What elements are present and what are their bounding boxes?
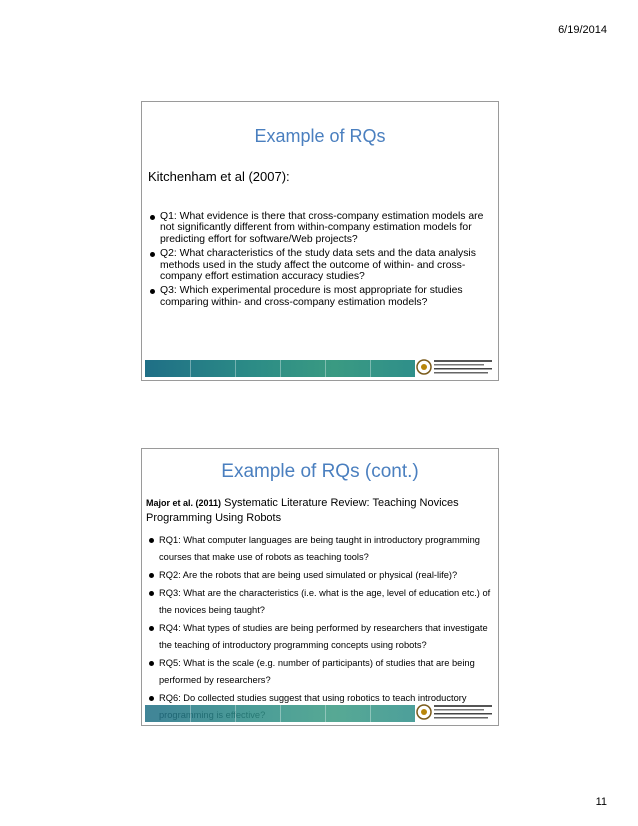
slide-subtitle: Kitchenham et al (2007): [148, 169, 290, 184]
footer-bar [145, 705, 415, 722]
citation-author: Major et al. (2011) [146, 498, 222, 508]
citation-title: Systematic Literature Review: Teaching Novices Programming Using Robots [146, 497, 459, 524]
slide-example-rqs [141, 101, 499, 381]
slide-subtitle [146, 496, 491, 526]
university-logo-icon [416, 357, 494, 377]
slide-title: Example of RQs (cont.) [221, 461, 419, 482]
bullet-icon [149, 591, 154, 596]
bullet-icon [149, 661, 154, 666]
university-logo-icon [416, 702, 494, 722]
list-item: RQ5: What is the scale (e.g. number of participants) of studies that are being performed by researchers? [146, 655, 492, 689]
list-item: Q3: Which experimental procedure is most appropriate for studies comparing within- and cross-company estimation models? [147, 285, 487, 308]
bullet-icon [150, 215, 155, 220]
list-item: RQ1: What computer languages are being taught in introductory programming courses that make use of robots as teaching tools? [146, 532, 492, 566]
bullet-icon [149, 626, 154, 631]
bullet-icon [150, 289, 155, 294]
list-item: Q1: What evidence is there that cross-company estimation models are not significantly different from within-company estimation models for predicting effort for software/Web projects? [147, 211, 487, 245]
bullet-icon [149, 696, 154, 701]
list-item: RQ6: Do collected studies suggest that using robotics to teach introductory [146, 690, 492, 724]
bullet-icon [149, 538, 154, 543]
bullet-icon [150, 252, 155, 257]
slide-title: Example of RQs [254, 126, 386, 146]
list-item: RQ2: Are the robots that are being used simulated or physical (real-life)? [146, 567, 492, 584]
page-number: 11 [595, 796, 607, 808]
list-item: RQ4: What types of studies are being performed by researchers that investigate the teaching of introductory programming concepts using robots? [146, 620, 492, 654]
slide-example-rqs-cont [141, 448, 499, 726]
footer-bar [145, 360, 415, 377]
list-item: Q2: What characteristics of the study data sets and the data analysis methods used in the study affect the outcome of within- and cross-company effort estimation accuracy studies? [147, 248, 487, 282]
bullet-list [146, 532, 492, 725]
bullet-list [147, 211, 487, 311]
list-item: RQ3: What are the characteristics (i.e. what is the age, level of education etc.) of the novices being taught? [146, 585, 492, 619]
bullet-icon [149, 573, 154, 578]
page-date: 6/19/2014 [558, 24, 607, 36]
